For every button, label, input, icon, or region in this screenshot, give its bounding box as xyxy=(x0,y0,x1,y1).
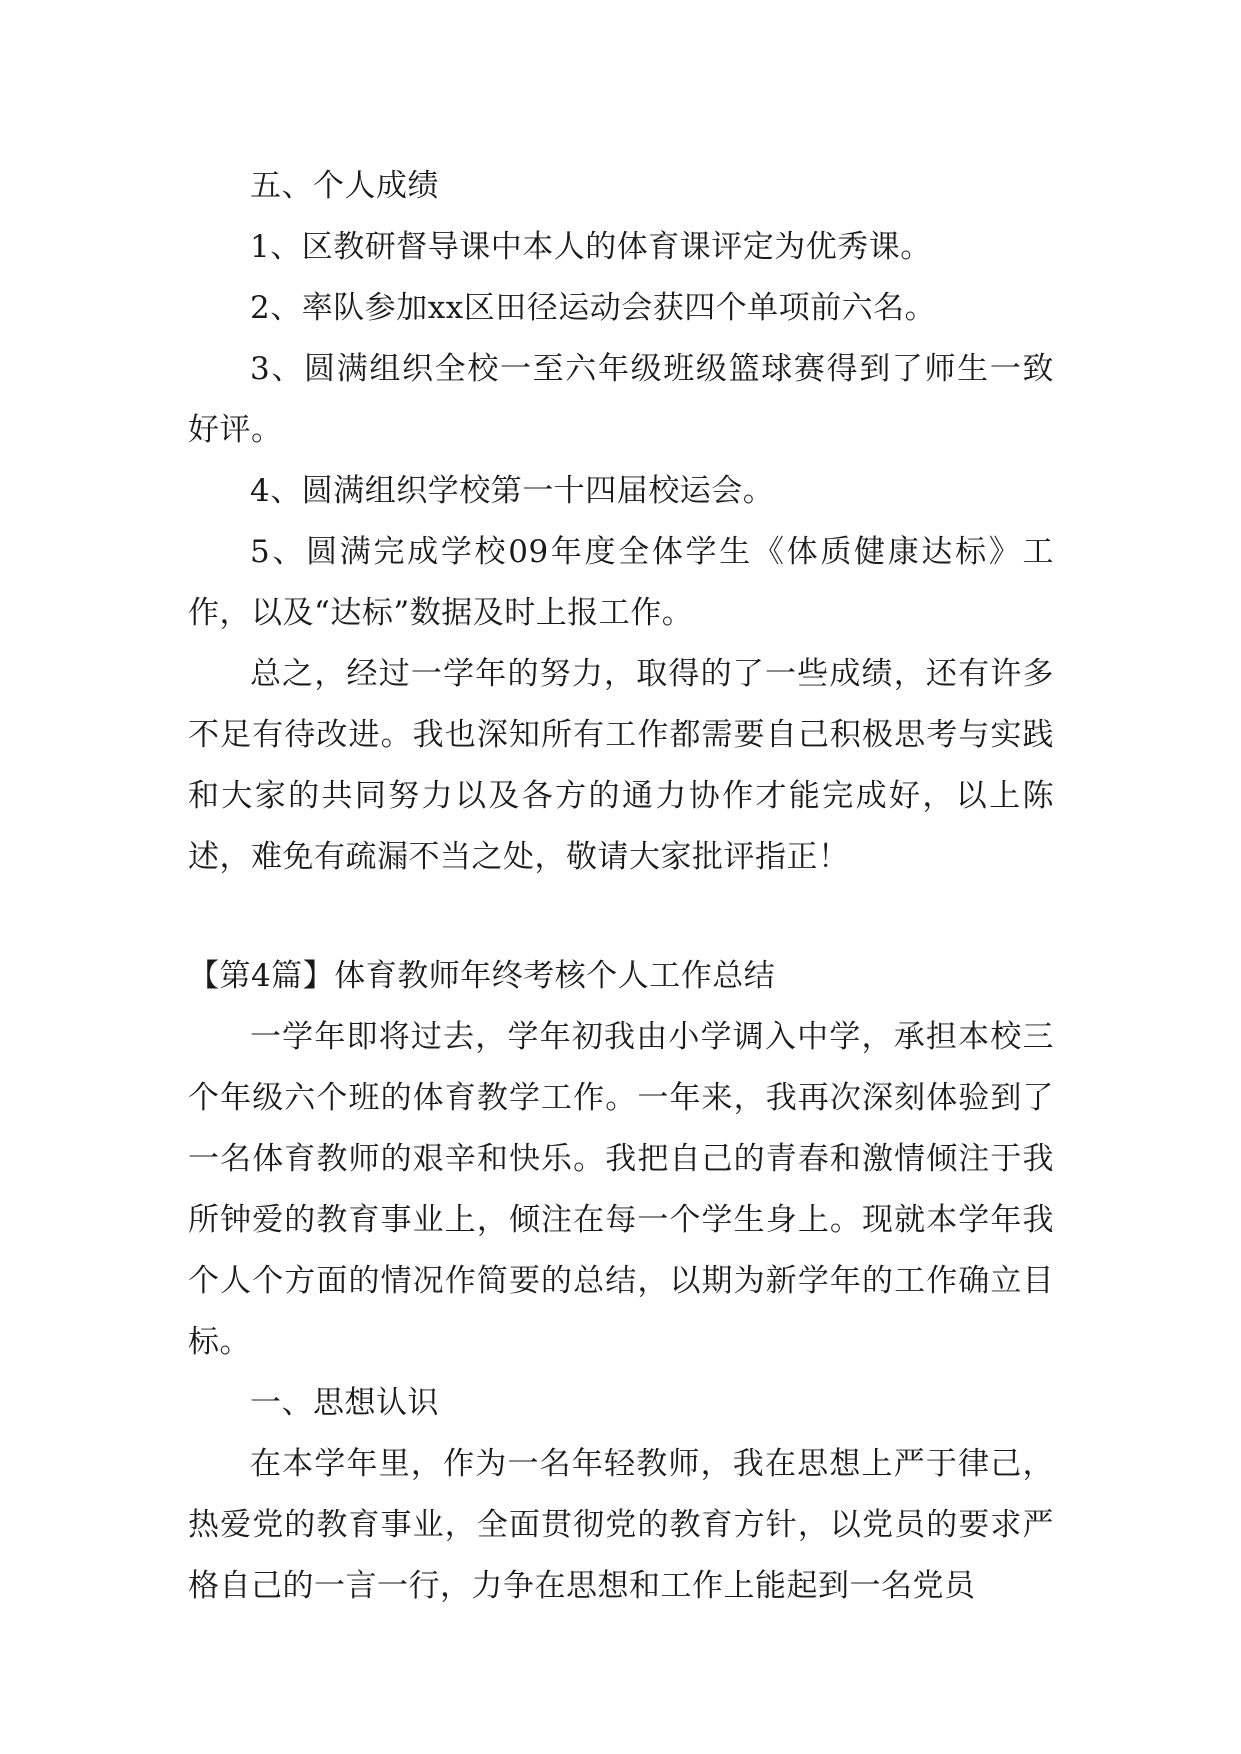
section-one-heading: 一、思想认识 xyxy=(250,1385,439,1421)
conclusion-paragraph: 总之，经过一学年的努力，取得的了一些成绩，还有许多不足有待改进。我也深知所有工作都需要自己积极思考与实践和大家的共同努力以及各方的通力协作才能完成好，以上陈述，难免有疏漏不当之处，敬请大家批评指正！ xyxy=(188,656,1054,875)
article-title: 【第4篇】体育教师年终考核个人工作总结 xyxy=(188,958,776,994)
achievement-item-3: 3、圆满组织全校一至六年级班级篮球赛得到了师生一致好评。 xyxy=(188,351,1054,448)
section-five-heading: 五、个人成绩 xyxy=(250,168,439,204)
document-page xyxy=(188,156,1054,1617)
section-spacer xyxy=(188,888,1054,946)
section-one-paragraph: 在本学年里，作为一名年轻教师，我在思想上严于律己，热爱党的教育事业，全面贯彻党的教育方针，以党员的要求严格自己的一言一行，力争在思想和工作上能起到一名党员 xyxy=(188,1446,1054,1604)
achievement-item-2: 2、率队参加xx区田径运动会获四个单项前六名。 xyxy=(250,290,937,326)
intro-paragraph: 一学年即将过去，学年初我由小学调入中学，承担本校三个年级六个班的体育教学工作。一年来，我再次深刻体验到了一名体育教师的艰辛和快乐。我把自己的青春和激情倾注于我所钟爱的教育事业上，倾注在每一个学生身上。现就本学年我个人个方面的情况作简要的总结，以期为新学年的工作确立目标。 xyxy=(188,1019,1054,1360)
achievement-item-1: 1、区教研督导课中本人的体育课评定为优秀课。 xyxy=(250,229,932,265)
achievement-item-5: 5、圆满完成学校09年度全体学生《体质健康达标》工作，以及“达标”数据及时上报工作。 xyxy=(188,534,1054,631)
achievement-item-4: 4、圆满组织学校第一十四届校运会。 xyxy=(250,473,775,509)
